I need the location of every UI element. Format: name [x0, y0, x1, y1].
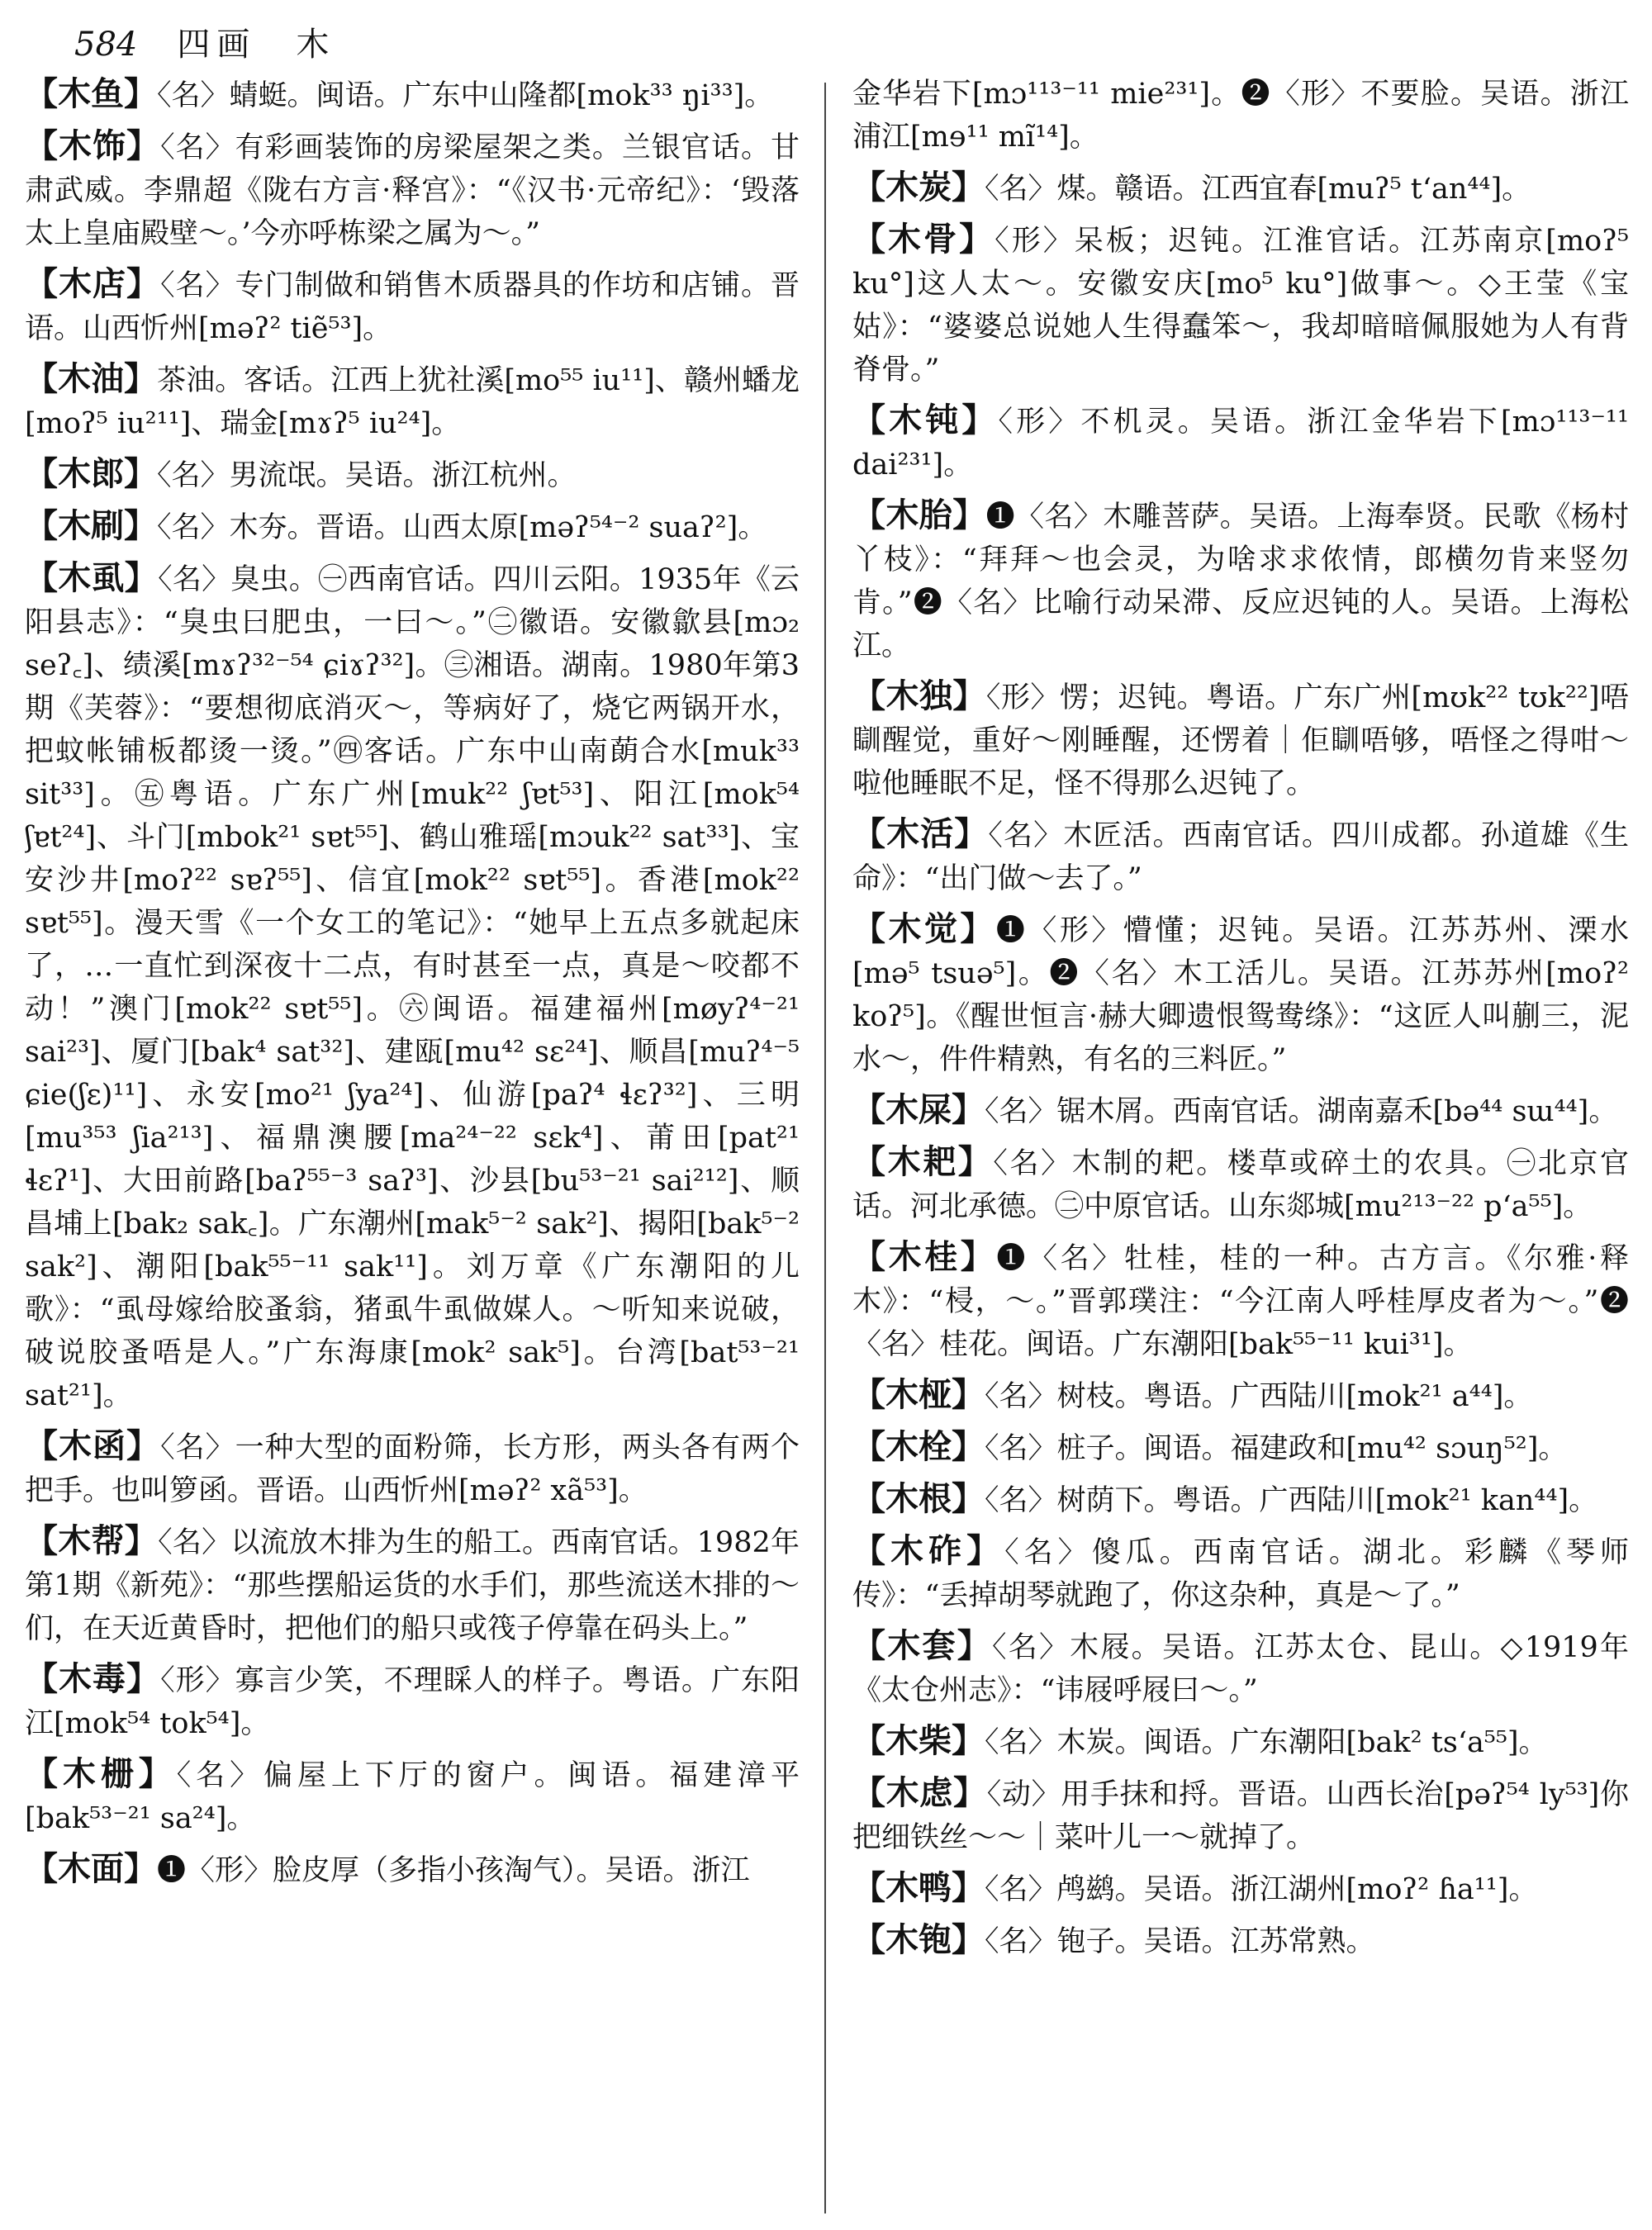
- entry-definition: ❶〈形〉懵懂；迟钝。吴语。江苏苏州、溧水[mə⁵ tsuə⁵]。❷〈名〉木工活儿。吴语。江苏苏州[moʔ² koʔ⁵]。《醒世恒言·赫大卿遗恨鸳鸯绦》：“这匠人叫蒯三，泥水～，件件精熟，有名的三料匠。”: [852, 914, 1629, 1076]
- dictionary-entry: [852, 675, 1629, 805]
- entry-headword: 【木独】: [852, 676, 986, 715]
- entry-headword: 【木虑】: [852, 1773, 987, 1812]
- entry-headword: 【木油】: [25, 359, 158, 398]
- dictionary-entry: [852, 1089, 1629, 1133]
- entry-headword: 【木钝】: [852, 401, 999, 439]
- entry-definition: 〈名〉臭虫。㊀西南官话。四川云阳。1935年《云阳县志》：“臭虫曰肥虫，一曰～。”㊁徽语。安徽歙县[mɔ₂ seʔ꜀]、绩溪[mɤʔ³²⁻⁵⁴ ɕiɤʔ³²]。㊂湘语。湖南。1980年第3期《芙蓉》：“要想彻底消灭～，等病好了，烧它两锅开水，把蚊帐铺板都烫一烫。”㊃客话。广东中山南蓢合水[muk³³ sit³³]。㊄粤语。广东广州[muk²² ʃɐt⁵³]、阳江[mok⁵⁴ ʃɐt²⁴]、斗门[mbok²¹ sɐt⁵⁵]、鹤山雅瑶[mɔuk²² sat³³]、宝安沙井[moʔ²² sɐʔ⁵⁵]、信宜[mok²² sɐt⁵⁵]。香港[mok²² sɐt⁵⁵]。漫天雪《一个女工的笔记》：“她早上五点多就起床了，…一直忙到深夜十二点，有时甚至一点，真是～咬都不动！”澳门[mok²² sɐt⁵⁵]。㊅闽语。福建福州[møyʔ⁴⁻²¹ sai²³]、厦门[bak⁴ sat³²]、建瓯[mu⁴² sɛ²⁴]、顺昌[muʔ⁴⁻⁵ ɕie(ʃɛ)¹¹]、永安[mo²¹ ʃya²⁴]、仙游[paʔ⁴ ɬɛʔ³²]、三明[mu³⁵³ ʃia²¹³]、福鼎澳腰[ma²⁴⁻²² sɛk⁴]、莆田[pat²¹ ɬɛʔ¹]、大田前路[baʔ⁵⁵⁻³ saʔ³]、沙县[bu⁵³⁻²¹ sai²¹²]、顺昌埔上[bak₂ sak꜀]。广东潮州[mak⁵⁻² sak²]、揭阳[bak⁵⁻² sak²]、潮阳[bak⁵⁵⁻¹¹ sak¹¹]。刘万章《广东潮阳的儿歌》：“虱母嫁给胶蚤翁，猪虱牛虱做媒人。～听知来说破，破说胶蚤唔是人。”广东海康[mok² sak⁵]。台湾[bat⁵³⁻²¹ sat²¹]。: [25, 563, 800, 1412]
- dictionary-entry: [25, 358, 800, 445]
- page-header: [74, 18, 335, 68]
- entry-headword: 【木桂】: [852, 1237, 997, 1276]
- entry-definition: 〈名〉偏屋上下厅的窗户。闽语。福建漳平[bak⁵³⁻²¹ sa²⁴]。: [25, 1759, 800, 1835]
- entry-definition: ❶〈形〉脸皮厚（多指小孩淘气）。吴语。浙江: [157, 1854, 750, 1887]
- dictionary-entry: [852, 1236, 1629, 1366]
- entry-definition: 〈名〉树枝。粤语。广西陆川[mok²¹ a⁴⁴]。: [985, 1380, 1533, 1413]
- dictionary-entry: [25, 557, 800, 1417]
- dictionary-entry: [852, 1478, 1629, 1522]
- entry-definition: 〈名〉一种大型的面粉筛，长方形，两头各有两个把手。也叫箩函。晋语。山西忻州[məʔ² xã⁵³]。: [25, 1431, 800, 1507]
- entry-headword: 【木根】: [852, 1479, 985, 1518]
- entry-headword: 【木炭】: [852, 168, 985, 206]
- dictionary-entry: [25, 1753, 800, 1840]
- entry-headword: 【木栅】: [25, 1754, 177, 1793]
- dictionary-entry: [852, 166, 1629, 211]
- entry-definition: 〈动〉用手抹和捋。晋语。山西长治[pəʔ⁵⁴ ly⁵³]你把细铁丝～～｜菜叶儿一～就掉了。: [852, 1778, 1629, 1854]
- entry-headword: 【木虱】: [25, 558, 159, 597]
- entry-headword: 【木耙】: [852, 1142, 994, 1181]
- entry-headword: 【木桠】: [852, 1375, 985, 1414]
- dictionary-entry: [852, 494, 1629, 667]
- dictionary-entry: [852, 813, 1629, 900]
- dictionary-entry: [852, 73, 1629, 159]
- entry-definition: 〈名〉木夯。晋语。山西太原[məʔ⁵⁴⁻² suaʔ²]。: [157, 511, 767, 544]
- entry-definition: 〈名〉木炭。闽语。广东潮阳[bak² ts‘a⁵⁵]。: [985, 1726, 1548, 1759]
- entry-definition: 〈名〉树荫下。粤语。广西陆川[mok²¹ kan⁴⁴]。: [985, 1484, 1598, 1517]
- entry-headword: 【木活】: [852, 814, 989, 853]
- entry-headword: 【木胎】: [852, 496, 986, 534]
- entry-definition: 〈名〉鸬鹚。吴语。浙江湖州[moʔ² ɦa¹¹]。: [985, 1873, 1538, 1906]
- entry-definition: 〈形〉愣；迟钝。粤语。广东广州[mʊk²² tʊk²²]唔瞓醒觉，重好～刚睡醒，还愣着｜佢瞓唔够，唔怪之得咁～啦他睡眠不足，怪不得那么迟钝了。: [852, 681, 1629, 800]
- entry-definition: 〈名〉煤。赣语。江西宜春[muʔ⁵ t‘an⁴⁴]。: [985, 173, 1531, 206]
- entry-definition: 〈名〉傻瓜。西南官话。湖北。彩麟《琴师传》：“丢掉胡琴就跑了，你这杂种，真是～了。”: [852, 1536, 1629, 1612]
- dictionary-entry: [25, 1425, 800, 1512]
- dictionary-entry: [25, 1848, 800, 1892]
- dictionary-entry: [852, 1919, 1629, 1963]
- entry-definition: 〈形〉呆板；迟钝。江淮官话。江苏南京[moʔ⁵ ku°]这人太～。安徽安庆[mo⁵ ku°]做事～。◇王莹《宝姑》：“婆婆总说她人生得蠢笨～，我却暗暗佩服她为人有背脊骨。”: [852, 225, 1629, 387]
- entry-definition: 金华岩下[mɔ¹¹³⁻¹¹ mie²³¹]。❷〈形〉不要脸。吴语。浙江浦江[mɘ¹¹ mĩ¹⁴]。: [852, 78, 1629, 154]
- entry-definition: 茶油。客话。江西上犹社溪[mo⁵⁵ iu¹¹]、赣州蟠龙[moʔ⁵ iu²¹¹]、瑞金[mɤʔ⁵ iu²⁴]。: [25, 364, 800, 440]
- entry-headword: 【木屎】: [852, 1090, 985, 1129]
- dictionary-entry: [25, 125, 800, 255]
- entry-definition: 〈形〉寡言少笑，不理睬人的样子。粤语。广东阳江[mok⁵⁴ tok⁵⁴]。: [25, 1664, 800, 1740]
- dictionary-entry: [852, 1426, 1629, 1470]
- entry-headword: 【木刷】: [25, 506, 157, 545]
- dictionary-entry: [852, 1141, 1629, 1228]
- entry-headword: 【木店】: [25, 264, 161, 303]
- entry-definition: 〈名〉专门制做和销售木质器具的作坊和店铺。晋语。山西忻州[məʔ² tiẽ⁵³]。: [25, 269, 800, 345]
- entry-definition: 〈名〉男流氓。吴语。浙江杭州。: [157, 459, 577, 492]
- entry-definition: 〈名〉锯木屑。西南官话。湖南嘉禾[bə⁴⁴ sɯ⁴⁴]。: [985, 1095, 1618, 1128]
- entry-headword: 【木帮】: [25, 1521, 159, 1560]
- entry-headword: 【木鸭】: [852, 1868, 985, 1907]
- column-divider: [824, 83, 826, 2213]
- entry-headword: 【木栓】: [852, 1427, 985, 1466]
- dictionary-entry: [25, 73, 800, 117]
- entry-headword: 【木函】: [25, 1426, 161, 1465]
- entry-definition: 〈名〉蜻蜓。闽语。广东中山隆都[mok³³ ŋi³³]。: [157, 79, 774, 112]
- entry-definition: 〈名〉铇子。吴语。江苏常熟。: [985, 1925, 1375, 1958]
- entry-definition: 〈名〉木屐。吴语。江苏太仓、昆山。◇1919年《太仓州志》：“讳屐呼屐曰～。”: [852, 1631, 1629, 1707]
- right-column: [852, 73, 1629, 2212]
- entry-headword: 【木鱼】: [25, 74, 157, 113]
- dictionary-entry: [852, 1530, 1629, 1617]
- dictionary-entry: [25, 505, 800, 549]
- entry-headword: 【木套】: [852, 1626, 992, 1665]
- dictionary-entry: [25, 1520, 800, 1650]
- entry-headword: 【木郎】: [25, 454, 157, 493]
- dictionary-entry: [25, 453, 800, 497]
- entry-headword: 【木饰】: [25, 126, 161, 165]
- dictionary-entry: [852, 1625, 1629, 1712]
- entry-definition: 〈名〉木匠活。西南官话。四川成都。孙道雄《生命》：“出门做～去了。”: [852, 819, 1629, 895]
- dictionary-entry: [25, 263, 800, 350]
- entry-definition: 〈名〉木制的耙。楼草或碎土的农具。㊀北京官话。河北承德。㊁中原官话。山东郯城[mu²¹³⁻²² p‘a⁵⁵]。: [852, 1147, 1629, 1223]
- entry-definition: 〈名〉桩子。闽语。福建政和[mu⁴² sɔuŋ⁵²]。: [985, 1432, 1568, 1465]
- entry-definition: ❶〈名〉牡桂，桂的一种。古方言。《尔雅·释木》：“梫，～。”晋郭璞注：“今江南人呼桂厚皮者为～。”❷〈名〉桂花。闽语。广东潮阳[bak⁵⁵⁻¹¹ kui³¹]。: [852, 1242, 1629, 1361]
- dictionary-entry: [852, 399, 1629, 486]
- dictionary-entry: [25, 1658, 800, 1745]
- entry-definition: 〈名〉有彩画装饰的房梁屋架之类。兰银官话。甘肃武威。李鼎超《陇右方言·释宫》：“《汉书·元帝纪》：‘毁落太上皇庙殿壁～。’今亦呼栋梁之属为～。”: [25, 131, 800, 250]
- section-title: 四画 木: [177, 26, 336, 64]
- dictionary-entry: [852, 218, 1629, 391]
- entry-definition: 〈名〉以流放木排为生的船工。西南官话。1982年第1期《新苑》：“那些摆船运货的水手们，那些流送木排的～们，在天近黄昏时，把他们的船只或筏子停靠在码头上。”: [25, 1526, 800, 1645]
- page-number: 584: [74, 26, 138, 64]
- entry-headword: 【木砟】: [852, 1531, 1005, 1570]
- dictionary-entry: [852, 1772, 1629, 1859]
- entry-headword: 【木毒】: [25, 1659, 161, 1698]
- entry-headword: 【木骨】: [852, 220, 995, 259]
- entry-headword: 【木柴】: [852, 1721, 985, 1760]
- entry-headword: 【木面】: [25, 1849, 157, 1888]
- dictionary-entry: [852, 1374, 1629, 1418]
- entry-definition: 〈形〉不机灵。吴语。浙江金华岩下[mɔ¹¹³⁻¹¹ dai²³¹]。: [852, 406, 1629, 482]
- entry-headword: 【木觉】: [852, 909, 996, 948]
- entry-definition: ❶〈名〉木雕菩萨。吴语。上海奉贤。民歌《杨村丫枝》：“拜拜～也会灵，为啥求求侬情，郎横勿肯来竖勿肯。”❷〈名〉比喻行动呆滞、反应迟钝的人。吴语。上海松江。: [852, 501, 1629, 662]
- dictionary-entry: [852, 1867, 1629, 1911]
- left-column: [25, 73, 800, 2212]
- entry-headword: 【木铇】: [852, 1920, 985, 1959]
- dictionary-entry: [852, 908, 1629, 1081]
- dictionary-entry: [852, 1720, 1629, 1764]
